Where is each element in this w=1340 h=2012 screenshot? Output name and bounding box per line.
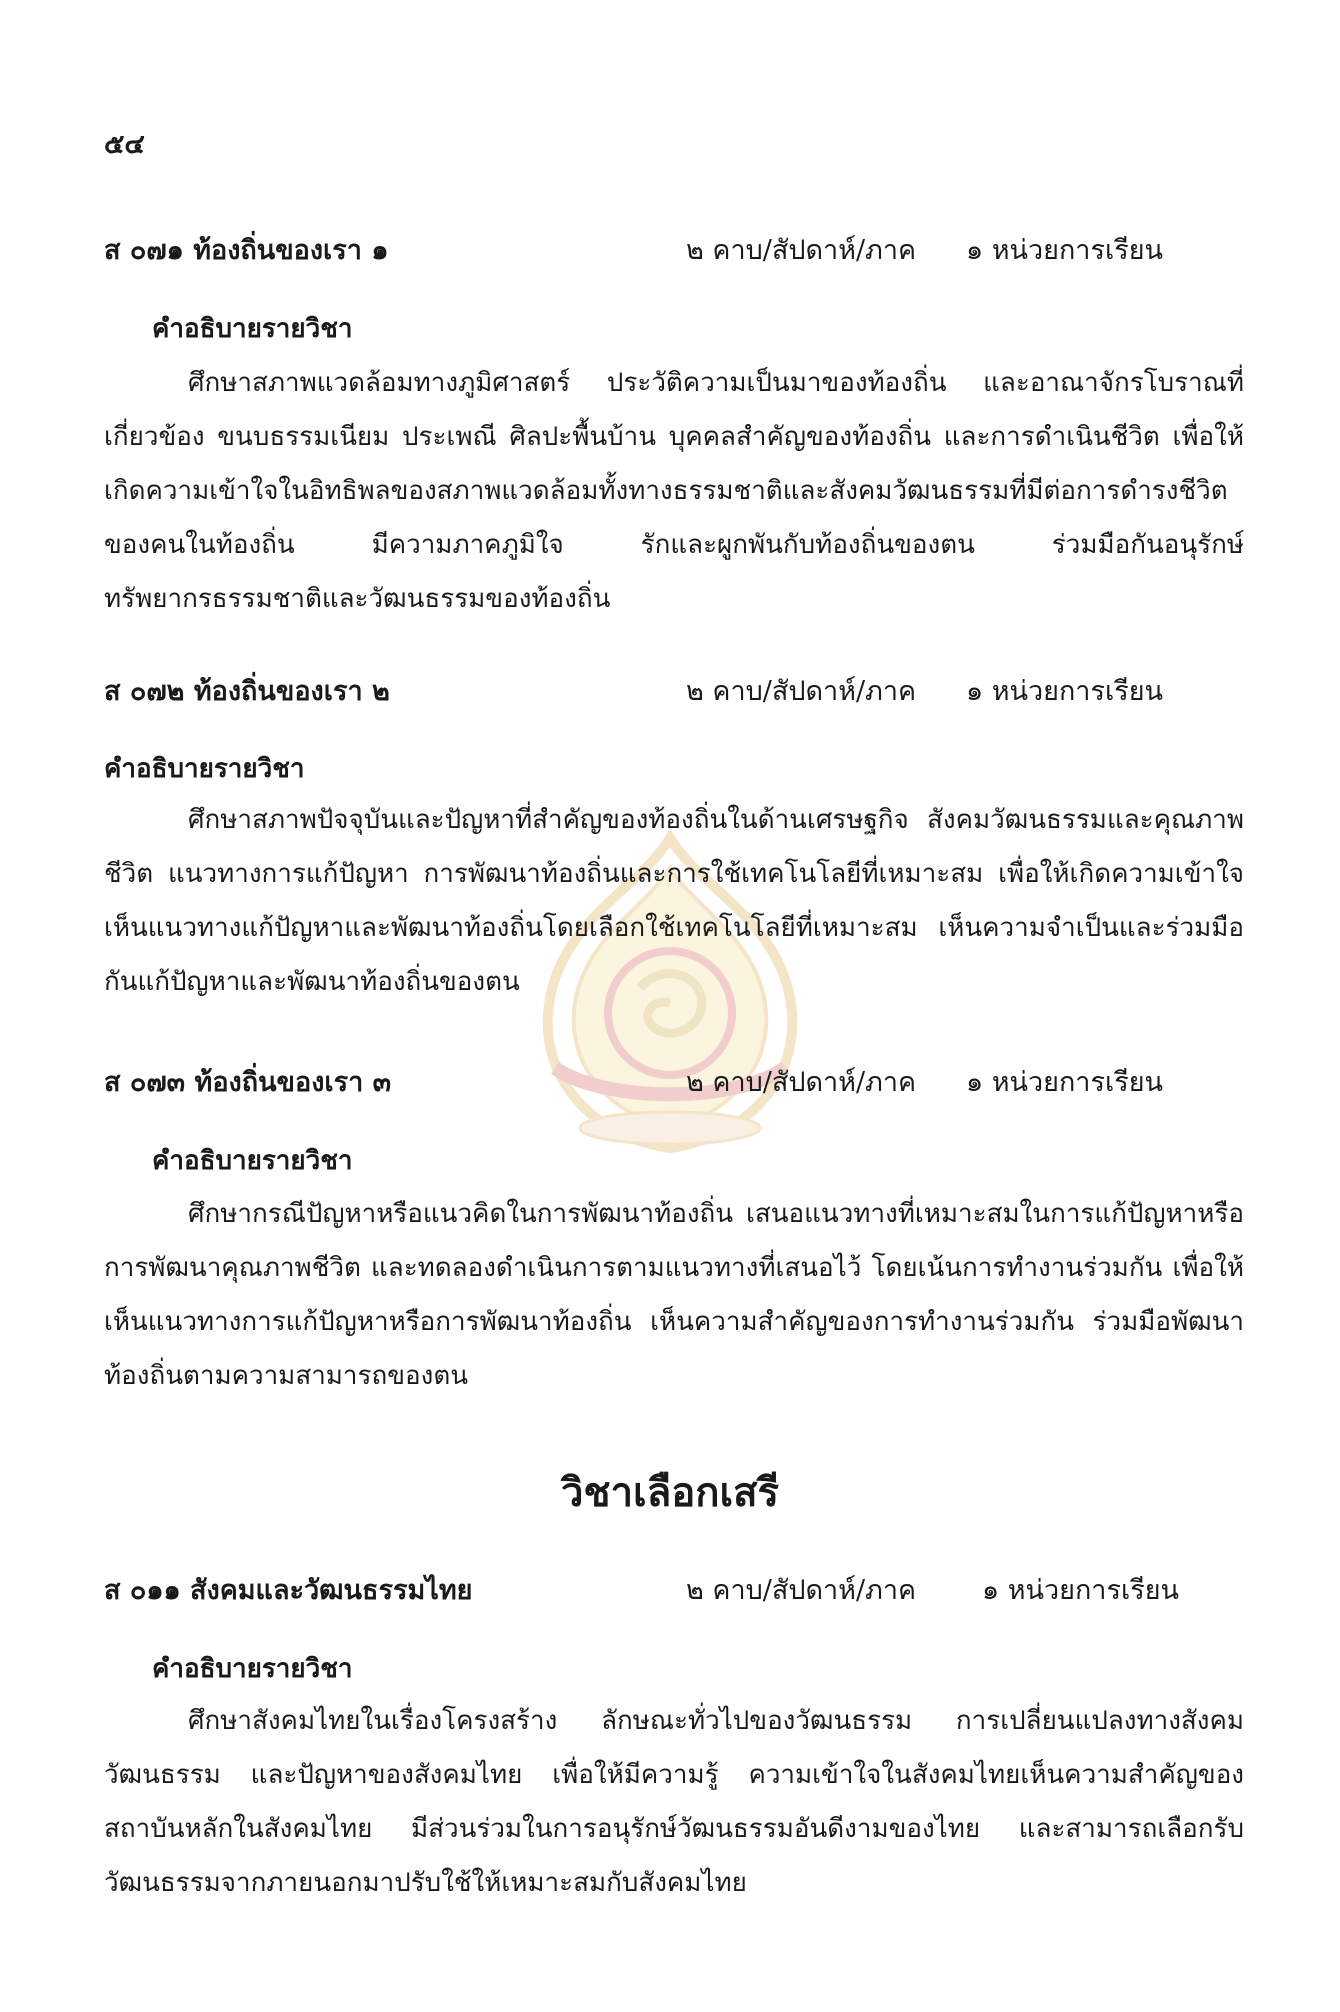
description-text: ศึกษากรณีปัญหาหรือแนวคิดในการพัฒนาท้องถิ่น เสนอแนวทางที่เหมาะสมในการแก้ปัญหาหรือการพัฒนาคุณภาพชีวิต และทดลองดำเนินการตามแนวทางที่เสนอไว้ โดยเน้นการทำงานร่วมกัน เพื่อให้เห็นแนวทางการแก้ปัญหาหรือการพัฒนาท้องถิ่น เห็นความสำคัญของการทำงานร่วมกัน ร่วมมือพัฒนาท้องถิ่นตามความสามารถของตน: [104, 1199, 1244, 1391]
section-title: วิชาเลือกเสรี: [560, 1469, 780, 1516]
course-hours: ๒ คาบ/สัปดาห์/ภาค: [686, 676, 917, 707]
description-text: ศึกษาสภาพแวดล้อมทางภูมิศาสตร์ ประวัติความเป็นมาของท้องถิ่น และอาณาจักรโบราณที่เกี่ยวข้อง ขนบธรรมเนียม ประเพณี ศิลปะพื้นบ้าน บุคคลสำคัญของท้องถิ่น และการดำเนินชีวิต เพื่อให้เกิดความเข้าใจในอิทธิพลของสภาพแวดล้อมทั้งทางธรรมชาติและสังคมวัฒนธรรมที่มีต่อการดำรงชีวิตของคนในท้องถิ่น มีความภาคภูมิใจ รักและผูกพันกับท้องถิ่นของตน ร่วมมือกันอนุรักษ์ทรัพยากรธรรมชาติและวัฒนธรรมของท้องถิ่น: [104, 368, 1244, 614]
course-hours: ๒ คาบ/สัปดาห์/ภาค: [686, 1067, 917, 1098]
description-heading: คำอธิบายรายวิชา: [104, 754, 305, 784]
course-credits: ๑ หน่วยการเรียน: [966, 1067, 1163, 1098]
course-header: [104, 228, 1254, 272]
course-code-title: ส ๐๗๑ ท้องถิ่นของเรา ๑: [104, 235, 389, 266]
description-text: ศึกษาสภาพปัจจุบันและปัญหาที่สำคัญของท้องถิ่นในด้านเศรษฐกิจ สังคมวัฒนธรรมและคุณภาพชีวิต แนวทางการแก้ปัญหา การพัฒนาท้องถิ่นและการใช้เทคโนโลยีที่เหมาะสม เพื่อให้เกิดความเข้าใจ เห็นแนวทางแก้ปัญหาและพัฒนาท้องถิ่นโดยเลือกใช้เทคโนโลยีที่เหมาะสม เห็นความจำเป็นและร่วมมือกันแก้ปัญหาและพัฒนาท้องถิ่นของตน: [104, 805, 1244, 997]
course-code-title: ส ๐๑๑ สังคมและวัฒนธรรมไทย: [104, 1575, 473, 1606]
course-header: [104, 1568, 1254, 1612]
course-hours: ๒ คาบ/สัปดาห์/ภาค: [686, 235, 917, 266]
description-text: ศึกษาสังคมไทยในเรื่องโครงสร้าง ลักษณะทั่วไปของวัฒนธรรม การเปลี่ยนแปลงทางสังคม วัฒนธรรม และปัญหาของสังคมไทย เพื่อให้มีความรู้ ความเข้าใจในสังคมไทยเห็นความสำคัญของสถาบันหลักในสังคมไทย มีส่วนร่วมในการอนุรักษ์วัฒนธรรมอันดีงามของไทย และสามารถเลือกรับวัฒนธรรมจากภายนอกมาปรับใช้ให้เหมาะสมกับสังคมไทย: [104, 1706, 1244, 1898]
course-credits: ๑ หน่วยการเรียน: [966, 676, 1163, 707]
course-credits: ๑ หน่วยการเรียน: [982, 1575, 1179, 1606]
description-heading: คำอธิบายรายวิชา: [152, 314, 353, 344]
course-code-title: ส ๐๗๓ ท้องถิ่นของเรา ๓: [104, 1067, 392, 1098]
description-heading: คำอธิบายรายวิชา: [152, 1146, 353, 1176]
course-credits: ๑ หน่วยการเรียน: [966, 235, 1163, 266]
course-hours: ๒ คาบ/สัปดาห์/ภาค: [686, 1575, 917, 1606]
course-header: [104, 1060, 1254, 1104]
course-code-title: ส ๐๗๒ ท้องถิ่นของเรา ๒: [104, 676, 390, 707]
description-heading: คำอธิบายรายวิชา: [152, 1654, 353, 1684]
course-header: [104, 669, 1254, 713]
page-number: ๕๔: [104, 129, 145, 160]
